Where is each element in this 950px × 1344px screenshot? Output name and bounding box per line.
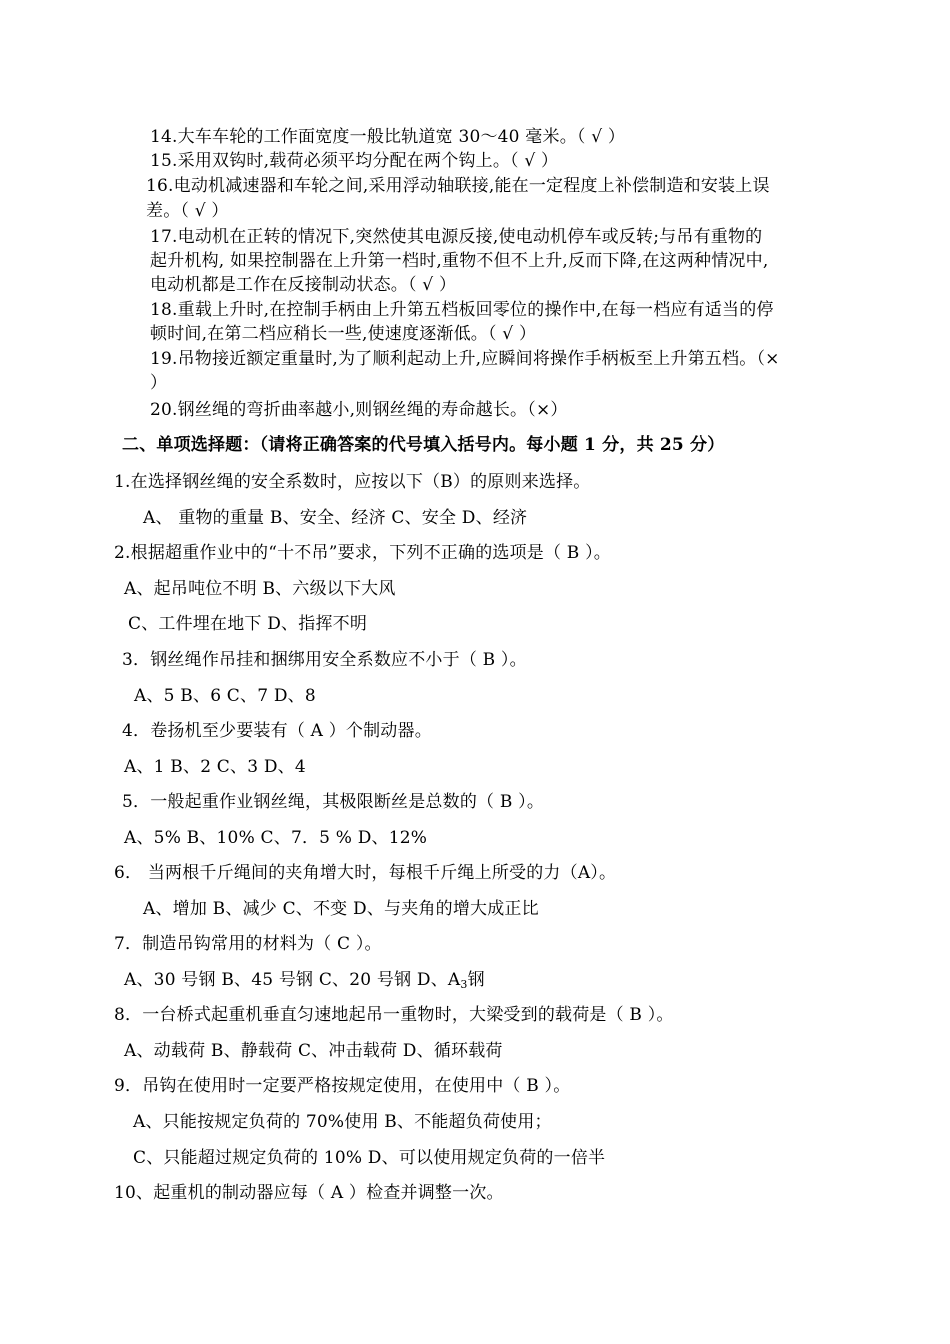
mc-options-7-suffix: 钢 — [467, 970, 485, 990]
tf-item-16-line2: 差。（ √ ） — [146, 201, 229, 221]
mc-options-5: A、5% B、10% C、7．5 % D、12% — [124, 828, 428, 848]
mc-options-2a: A、起吊吨位不明 B、六级以下大风 — [124, 579, 396, 599]
mc-question-3: 3．钢丝绳作吊挂和捆绑用安全系数应不小于（ B ）。 — [122, 650, 527, 670]
mc-options-1: A、 重物的重量 B、安全、经济 C、安全 D、经济 — [143, 508, 528, 528]
mc-options-2b: C、工件埋在地下 D、指挥不明 — [128, 614, 368, 634]
mc-question-6: 6． 当两根千斤绳间的夹角增大时，每根千斤绳上所受的力（A）。 — [114, 863, 617, 883]
tf-item-19-line1: 19.吊物接近额定重量时,为了顺利起动上升,应瞬间将操作手柄板至上升第五档。（× — [150, 349, 780, 369]
mc-question-10: 10、起重机的制动器应每（ A ）检查并调整一次。 — [114, 1183, 504, 1203]
mc-options-9a: A、只能按规定负荷的 70%使用 B、不能超负荷使用； — [133, 1112, 552, 1132]
tf-item-17-line3: 电动机都是工作在反接制动状态。（ √ ） — [150, 275, 457, 295]
tf-item-20: 20.钢丝绳的弯折曲率越小,则钢丝绳的寿命越长。（×） — [150, 400, 568, 420]
mc-question-4: 4．卷扬机至少要装有（ A ）个制动器。 — [122, 721, 432, 741]
tf-item-14: 14.大车车轮的工作面宽度一般比轨道宽 30～40 毫米。（ √ ） — [150, 127, 626, 147]
mc-options-7 — [124, 968, 485, 997]
tf-item-17-line2: 起升机构, 如果控制器在上升第一档时,重物不但不上升,反而下降,在这两种情况中, — [150, 251, 769, 271]
mc-options-9b: C、只能超过规定负荷的 10% D、可以使用规定负荷的一倍半 — [133, 1148, 606, 1168]
mc-options-4: A、1 B、2 C、3 D、4 — [124, 757, 306, 777]
tf-item-18-line2: 顿时间,在第二档应稍长一些,使速度逐渐低。（ √ ） — [150, 324, 537, 344]
mc-question-1: 1.在选择钢丝绳的安全系数时，应按以下（B）的原则来选择。 — [114, 472, 591, 492]
mc-options-3: A、5 B、6 C、7 D、8 — [134, 686, 316, 706]
tf-item-16-line1: 16.电动机减速器和车轮之间,采用浮动轴联接,能在一定程度上补偿制造和安装上误 — [146, 176, 770, 196]
mc-options-6: A、增加 B、减少 C、不变 D、与夹角的增大成正比 — [143, 899, 539, 919]
section-heading: 二、单项选择题：（请将正确答案的代号填入括号内。每小题 1 分，共 25 分） — [122, 435, 725, 455]
tf-item-15: 15.采用双钩时,载荷必须平均分配在两个钩上。（ √ ） — [150, 151, 559, 171]
mc-question-7: 7．制造吊钩常用的材料为（ C ）。 — [114, 934, 382, 954]
mc-question-5: 5．一般起重作业钢丝绳，其极限断丝是总数的（ B ）。 — [122, 792, 545, 812]
mc-options-7-subscript: 3 — [460, 978, 468, 991]
mc-question-8: 8．一台桥式起重机垂直匀速地起吊一重物时，大梁受到的载荷是（ B ）。 — [114, 1005, 674, 1025]
mc-question-9: 9．吊钩在使用时一定要严格按规定使用，在使用中（ B ）。 — [114, 1076, 571, 1096]
tf-item-17-line1: 17.电动机在正转的情况下,突然使其电源反接,使电动机停车或反转;与吊有重物的 — [150, 227, 763, 247]
tf-item-19-line2: ） — [150, 373, 168, 393]
mc-options-8: A、动载荷 B、静载荷 C、冲击载荷 D、循环载荷 — [124, 1041, 503, 1061]
tf-item-18-line1: 18.重载上升时,在控制手柄由上升第五档板回零位的操作中,在每一档应有适当的停 — [150, 300, 774, 320]
mc-question-2: 2.根据超重作业中的“十不吊”要求，下列不正确的选项是（ B ）。 — [114, 543, 612, 563]
mc-options-7-text: A、30 号钢 B、45 号钢 C、20 号钢 D、A — [124, 970, 461, 990]
